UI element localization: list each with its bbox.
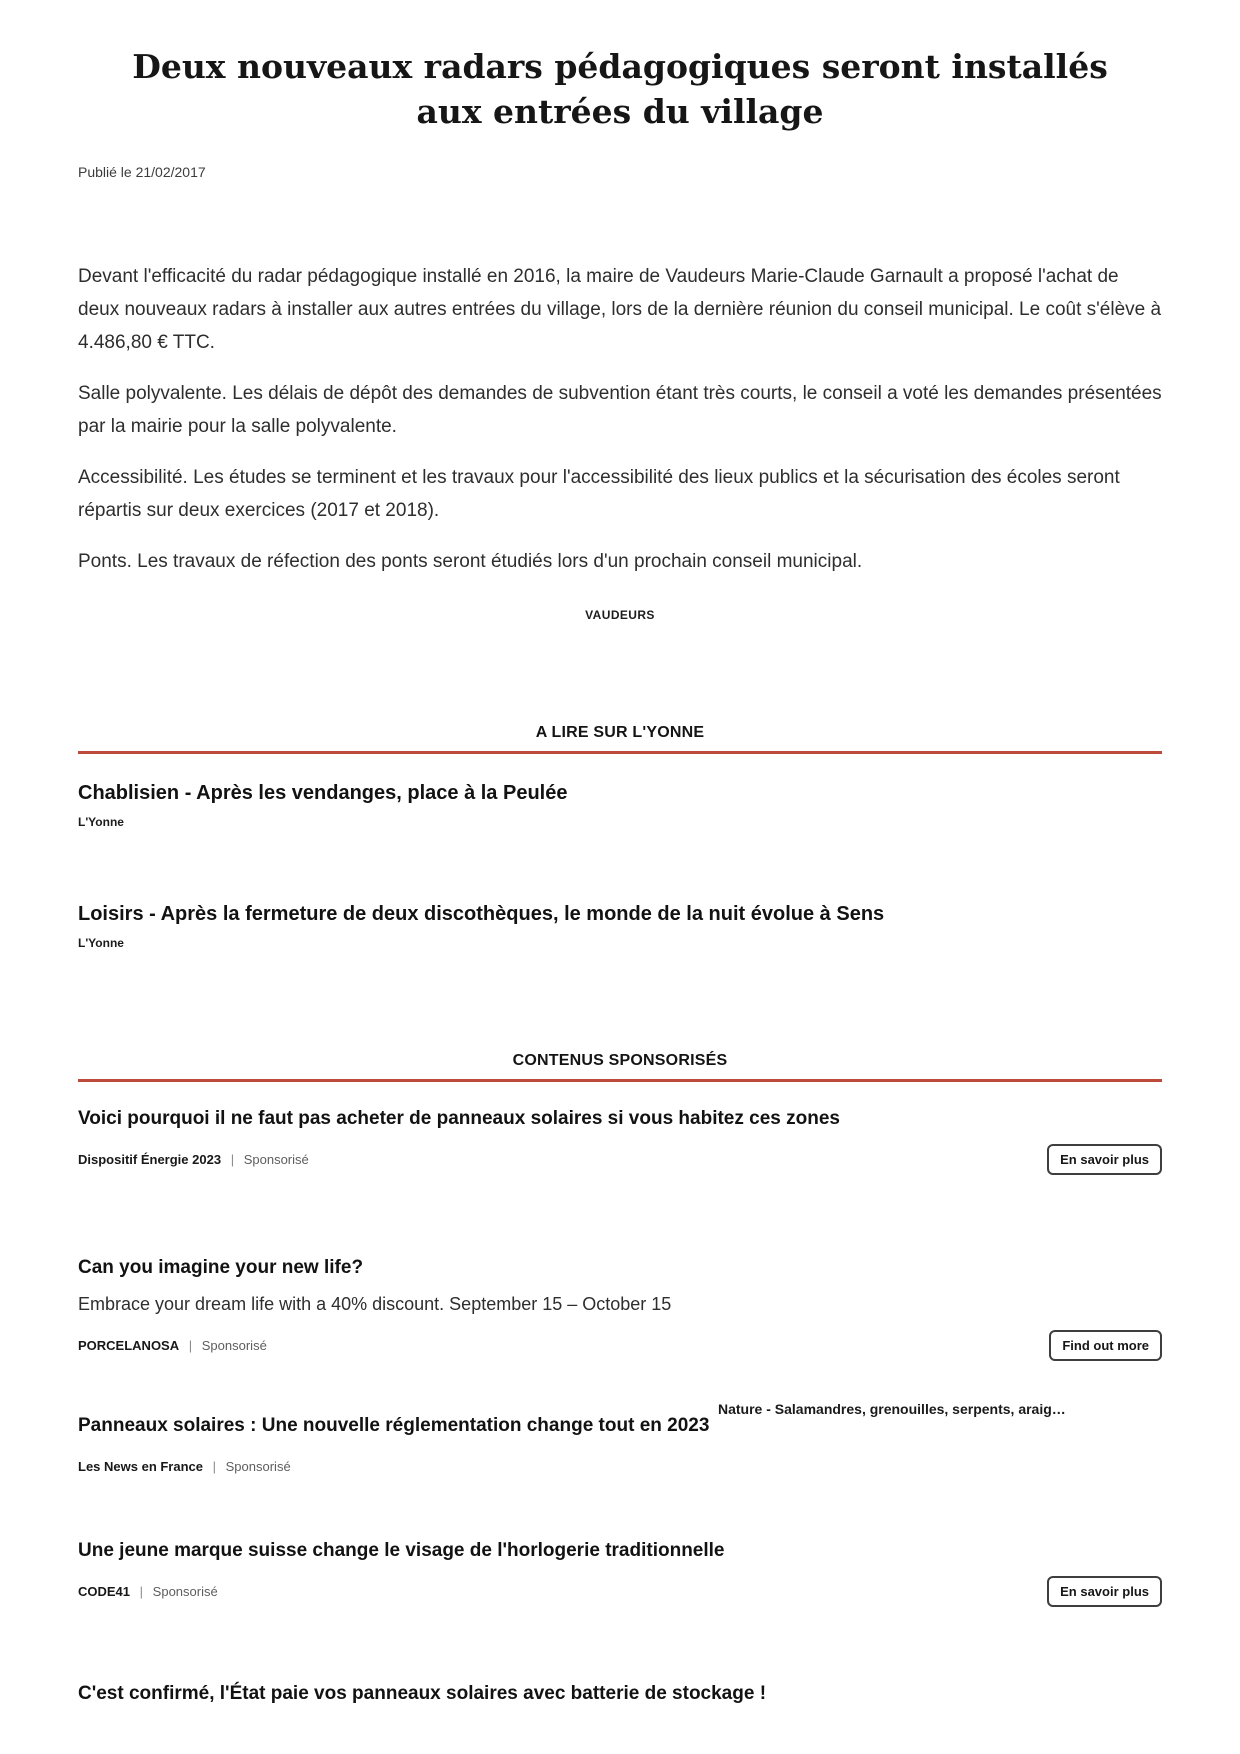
sponsored-section-title: CONTENUS SPONSORISÉS [512, 1052, 728, 1069]
sponsored-item [78, 1401, 1162, 1482]
publish-date: Publié le 21/02/2017 [78, 164, 206, 180]
page-title: Deux nouveaux radars pédagogiques seront installés aux entrées du village [132, 47, 1108, 131]
sponsored-tag: Sponsorisé [225, 1459, 291, 1474]
sponsored-brand-line [78, 1338, 267, 1353]
separator: | [139, 1584, 144, 1599]
sponsored-meta-row [78, 1576, 1162, 1607]
related-section-title: A LIRE SUR L'YONNE [535, 724, 705, 741]
sponsored-brand[interactable]: Dispositif Énergie 2023 [78, 1152, 222, 1167]
sponsored-brand[interactable]: Les News en France [78, 1459, 203, 1474]
sponsored-item [78, 1255, 1162, 1361]
sponsored-item-title[interactable]: C'est confirmé, l'État paie vos panneaux solaires avec batterie de stockage ! [78, 1683, 767, 1704]
sponsored-item [78, 1106, 1162, 1175]
related-item-title[interactable]: Chablisien - Après les vendanges, place à la Peulée [78, 782, 568, 804]
related-item-title[interactable]: Loisirs - Après la fermeture de deux discothèques, le monde de la nuit évolue à Sens [78, 903, 885, 925]
sponsored-item [78, 1538, 1162, 1607]
sponsored-brand-line [78, 1152, 309, 1167]
sponsored-tag: Sponsorisé [201, 1338, 267, 1353]
article-paragraph: Salle polyvalente. Les délais de dépôt des demandes de subvention étant très courts, le conseil a voté les demandes présentées par la mairie pour la salle polyvalente. [78, 383, 1162, 437]
article-body [78, 260, 1162, 578]
separator: | [230, 1152, 235, 1167]
separator: | [188, 1338, 193, 1353]
article-paragraph: Devant l'efficacité du radar pédagogique installé en 2016, la maire de Vaudeurs Marie-Claude Garnault a proposé l'achat de deux nouveaux radars à installer aux autres entrées du village, lors de la dernière réunion du conseil municipal. Le coût s'élève à 4.486,80 € TTC. [78, 266, 1162, 353]
sponsored-item-title[interactable]: Voici pourquoi il ne faut pas acheter de panneaux solaires si vous habitez ces zones [78, 1108, 840, 1129]
sponsored-tag: Sponsorisé [243, 1152, 309, 1167]
sponsored-meta-row [78, 1144, 1162, 1175]
sponsored-meta-row [78, 1451, 1162, 1482]
related-item-source: L'Yonne [78, 936, 124, 950]
sponsored-brand[interactable]: CODE41 [78, 1584, 131, 1599]
sponsored-tag: Sponsorisé [152, 1584, 218, 1599]
sponsored-item-description: Embrace your dream life with a 40% discount. September 15 – October 15 [78, 1294, 672, 1314]
sponsored-brand[interactable]: PORCELANOSA [78, 1338, 180, 1353]
overlapping-teaser-title[interactable]: Nature - Salamandres, grenouilles, serpents, araig… [718, 1401, 1066, 1417]
sponsored-item-title[interactable]: Panneaux solaires : Une nouvelle réglementation change tout en 2023 [78, 1415, 710, 1436]
article-page [78, 0, 1162, 1706]
cta-button[interactable]: Find out more [1049, 1330, 1162, 1361]
section-divider [78, 751, 1162, 754]
article-paragraph: Accessibilité. Les études se terminent et les travaux pour l'accessibilité des lieux publics et la sécurisation des écoles seront répartis sur deux exercices (2017 et 2018). [78, 467, 1120, 521]
section-divider [78, 1079, 1162, 1082]
sponsored-item [78, 1681, 1162, 1706]
sponsored-brand-line [78, 1459, 291, 1474]
related-item [78, 780, 1162, 829]
article-paragraph: Ponts. Les travaux de réfection des ponts seront étudiés lors d'un prochain conseil municipal. [78, 551, 863, 572]
related-item [78, 901, 1162, 950]
sponsored-item-title[interactable]: Une jeune marque suisse change le visage de l'horlogerie traditionnelle [78, 1540, 725, 1561]
cta-button[interactable]: En savoir plus [1047, 1144, 1162, 1175]
sponsored-meta-row [78, 1330, 1162, 1361]
sponsored-section [78, 1052, 1162, 1706]
sponsored-item-title[interactable]: Can you imagine your new life? [78, 1257, 364, 1278]
related-item-source: L'Yonne [78, 815, 124, 829]
sponsored-brand-line [78, 1584, 218, 1599]
related-section [78, 724, 1162, 950]
separator: | [212, 1459, 217, 1474]
article-location: VAUDEURS [585, 608, 655, 622]
cta-button[interactable]: En savoir plus [1047, 1576, 1162, 1607]
